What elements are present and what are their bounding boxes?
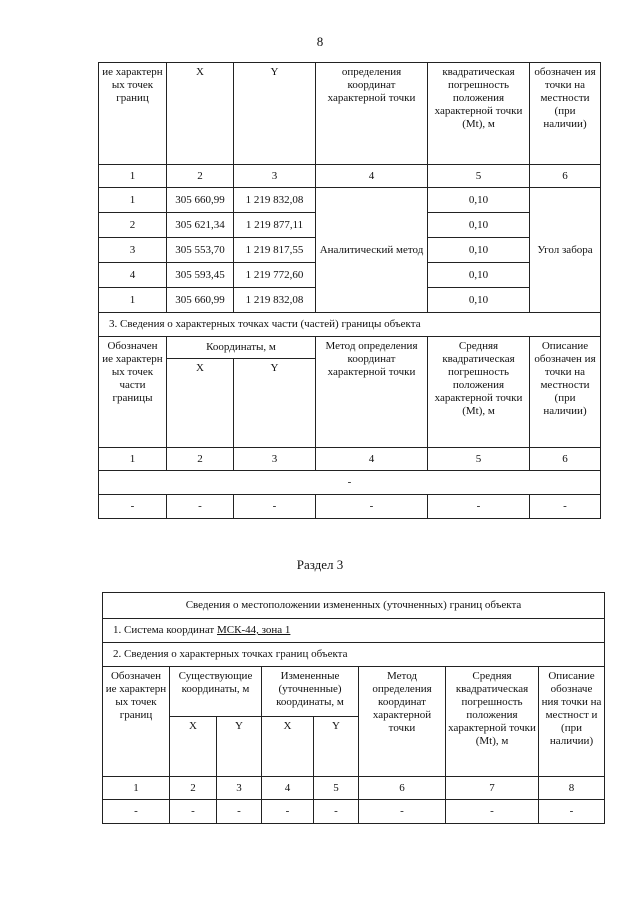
part2-title: 2. Сведения о характерных точках границ объекта xyxy=(103,643,605,667)
point-x: 305 660,99 xyxy=(167,288,234,313)
dash-cell: - xyxy=(167,495,234,519)
description-cell: Угол забора xyxy=(530,188,601,313)
part3-title-row xyxy=(99,313,601,337)
colnum-1: 1 xyxy=(103,777,170,800)
part3-header-y: Y xyxy=(234,359,316,448)
part3-empty-row xyxy=(99,471,601,495)
t2-header-x2: X xyxy=(262,717,314,777)
colnum-4: 4 xyxy=(316,448,428,471)
part3-header-coords: Координаты, м xyxy=(167,337,316,359)
t2-header-designation: Обозначен ие характерн ых точек границ xyxy=(103,667,170,777)
colnum-1: 1 xyxy=(99,165,167,188)
table2-header-row-1 xyxy=(103,667,605,717)
coord-system-row xyxy=(103,619,605,643)
dash-cell: - xyxy=(217,800,262,824)
point-y: 1 219 817,55 xyxy=(234,238,316,263)
point-mt: 0,10 xyxy=(428,238,530,263)
table1-header-row xyxy=(99,63,601,165)
table-row xyxy=(99,188,601,213)
method-cell: Аналитический метод xyxy=(316,188,428,313)
header-point-designation: ие характерн ых точек границ xyxy=(99,63,167,165)
coord-system-value: МСК-44, зона 1 xyxy=(216,624,291,636)
dash-cell: - xyxy=(170,800,217,824)
point-x: 305 660,99 xyxy=(167,188,234,213)
coord-system-label: 1. Система координат xyxy=(113,624,217,636)
colnum-6: 6 xyxy=(359,777,446,800)
point-mt: 0,10 xyxy=(428,288,530,313)
point-id: 1 xyxy=(99,288,167,313)
colnum-7: 7 xyxy=(446,777,539,800)
colnum-2: 2 xyxy=(170,777,217,800)
colnum-5: 5 xyxy=(428,165,530,188)
section-title: Раздел 3 xyxy=(296,557,344,572)
dash-cell: - xyxy=(316,495,428,519)
part3-header-desc: Описание обозначен ия точки на местности (при наличии) xyxy=(530,337,601,448)
t2-header-desc: Описание обозначе ния точки на местност и (при наличии) xyxy=(539,667,605,777)
t2-header-mt: Средняя квадратическая погрешность положения характерной точки (Mt), м xyxy=(446,667,539,777)
point-y: 1 219 877,11 xyxy=(234,213,316,238)
dash-cell: - xyxy=(446,800,539,824)
table-row xyxy=(99,495,601,519)
empty-marker: - xyxy=(99,471,601,495)
dash-cell: - xyxy=(539,800,605,824)
part3-header-designation: Обозначен ие характерн ых точек части границы xyxy=(99,337,167,448)
point-id: 3 xyxy=(99,238,167,263)
t2-header-method: Метод определения координат характерной точки xyxy=(359,667,446,777)
header-y: Y xyxy=(234,63,316,165)
t2-header-existing: Существующие координаты, м xyxy=(170,667,262,717)
part3-title: 3. Сведения о характерных точках части (частей) границы объекта xyxy=(99,313,601,337)
point-y: 1 219 772,60 xyxy=(234,263,316,288)
point-x: 305 553,70 xyxy=(167,238,234,263)
part3-header-x: X xyxy=(167,359,234,448)
dash-cell: - xyxy=(103,800,170,824)
part2-title-row xyxy=(103,643,605,667)
header-mt: квадратическая погрешность положения характерной точки (Mt), м xyxy=(428,63,530,165)
colnum-4: 4 xyxy=(262,777,314,800)
table2-column-numbers xyxy=(103,777,605,800)
point-x: 305 621,34 xyxy=(167,213,234,238)
colnum-3: 3 xyxy=(217,777,262,800)
t2-header-y2: Y xyxy=(314,717,359,777)
header-description: обозначен ия точки на местности (при наличии) xyxy=(530,63,601,165)
point-mt: 0,10 xyxy=(428,188,530,213)
t2-header-x1: X xyxy=(170,717,217,777)
table2-title-row xyxy=(103,593,605,619)
dash-cell: - xyxy=(234,495,316,519)
table1-column-numbers xyxy=(99,165,601,188)
table-changed-boundaries xyxy=(102,592,605,824)
point-mt: 0,10 xyxy=(428,213,530,238)
dash-cell: - xyxy=(530,495,601,519)
part3-header-mt: Средняя квадратическая погрешность положения характерной точки (Mt), м xyxy=(428,337,530,448)
table-boundary-points xyxy=(98,62,601,519)
dash-cell: - xyxy=(314,800,359,824)
colnum-1: 1 xyxy=(99,448,167,471)
part3-column-numbers xyxy=(99,448,601,471)
dash-cell: - xyxy=(262,800,314,824)
point-y: 1 219 832,08 xyxy=(234,188,316,213)
point-mt: 0,10 xyxy=(428,263,530,288)
header-method: определения координат характерной точки xyxy=(316,63,428,165)
colnum-2: 2 xyxy=(167,448,234,471)
colnum-2: 2 xyxy=(167,165,234,188)
header-x: X xyxy=(167,63,234,165)
t2-header-changed: Измененные (уточненные) координаты, м xyxy=(262,667,359,717)
dash-cell: - xyxy=(99,495,167,519)
dash-cell: - xyxy=(428,495,530,519)
t2-header-y1: Y xyxy=(217,717,262,777)
colnum-5: 5 xyxy=(314,777,359,800)
part3-header-row-1 xyxy=(99,337,601,359)
page-number: 8 xyxy=(316,34,324,49)
coord-system xyxy=(103,619,605,643)
colnum-6: 6 xyxy=(530,448,601,471)
colnum-6: 6 xyxy=(530,165,601,188)
dash-cell: - xyxy=(359,800,446,824)
colnum-3: 3 xyxy=(234,448,316,471)
point-id: 1 xyxy=(99,188,167,213)
colnum-4: 4 xyxy=(316,165,428,188)
point-y: 1 219 832,08 xyxy=(234,288,316,313)
colnum-8: 8 xyxy=(539,777,605,800)
colnum-5: 5 xyxy=(428,448,530,471)
table-row xyxy=(103,800,605,824)
table2-title: Сведения о местоположении измененных (уточненных) границ объекта xyxy=(103,593,605,619)
point-x: 305 593,45 xyxy=(167,263,234,288)
point-id: 2 xyxy=(99,213,167,238)
part3-header-method: Метод определения координат характерной точки xyxy=(316,337,428,448)
point-id: 4 xyxy=(99,263,167,288)
colnum-3: 3 xyxy=(234,165,316,188)
